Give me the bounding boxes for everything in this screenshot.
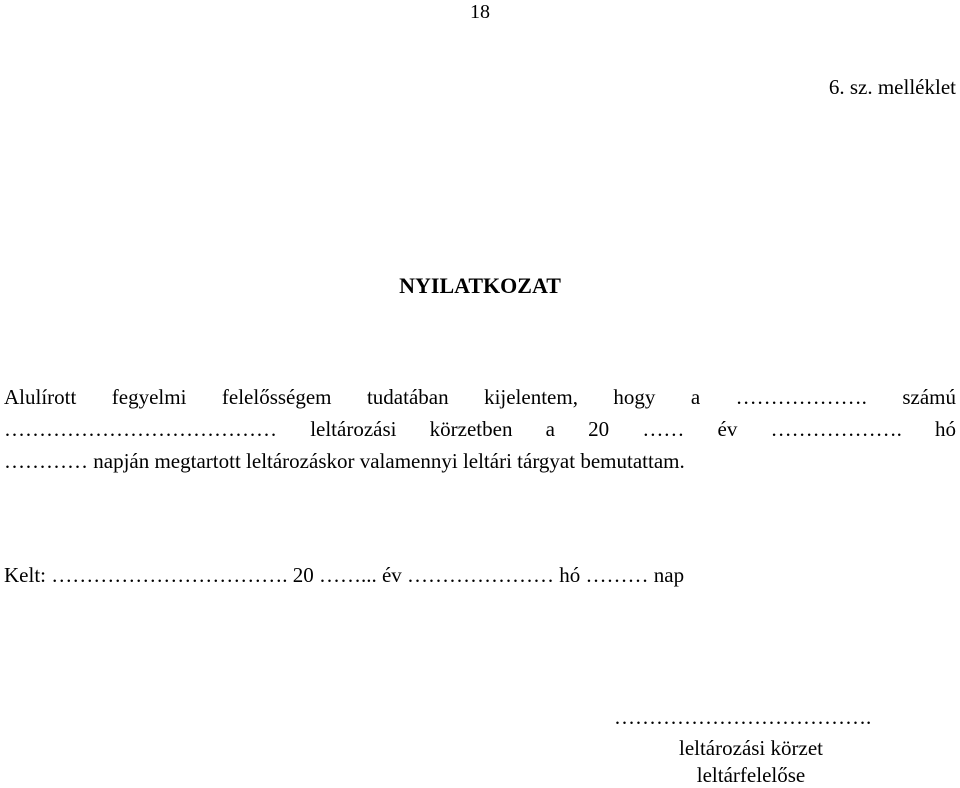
declaration-word: hó — [935, 417, 956, 441]
declaration-word: a — [545, 417, 555, 441]
declaration-word: 20 — [588, 417, 610, 441]
declaration-line-2 — [4, 415, 956, 443]
kelt-date-line: Kelt: ……………………………. 20 ……... év ………………… hó ……… nap — [4, 563, 685, 587]
declaration-word: leltározási — [310, 417, 397, 441]
declaration-line-3 — [4, 447, 956, 475]
declaration-word: számú — [902, 385, 956, 409]
blank-dots: ………………. — [770, 417, 902, 441]
declaration-word: Alulírott — [4, 385, 77, 409]
blank-dots: …… — [642, 417, 685, 441]
document-title: NYILATKOZAT — [399, 273, 561, 298]
declaration-word: felelősségem — [221, 385, 332, 409]
blank-dots: ………………………………… — [4, 417, 277, 441]
signature-label-line-2: leltárfelelőse — [696, 763, 806, 787]
declaration-line-1 — [4, 383, 956, 411]
declaration-word: tudatában — [366, 385, 449, 409]
declaration-word: a — [690, 385, 701, 409]
blank-dots: ………………. — [735, 385, 867, 409]
page-number: 18 — [470, 1, 490, 23]
declaration-word: körzetben — [429, 417, 513, 441]
declaration-text: ………… napján megtartott leltározáskor valamennyi leltári tárgyat bemutattam. — [4, 449, 685, 473]
declaration-word: fegyelmi — [111, 385, 187, 409]
annex-label: 6. sz. melléklet — [828, 75, 956, 99]
declaration-word: hogy — [613, 385, 656, 409]
signature-label-line-1: leltározási körzet — [678, 736, 823, 760]
declaration-word: kijelentem, — [484, 385, 578, 409]
signature-blank: ………………………………. — [614, 705, 872, 729]
declaration-word: év — [717, 417, 738, 441]
